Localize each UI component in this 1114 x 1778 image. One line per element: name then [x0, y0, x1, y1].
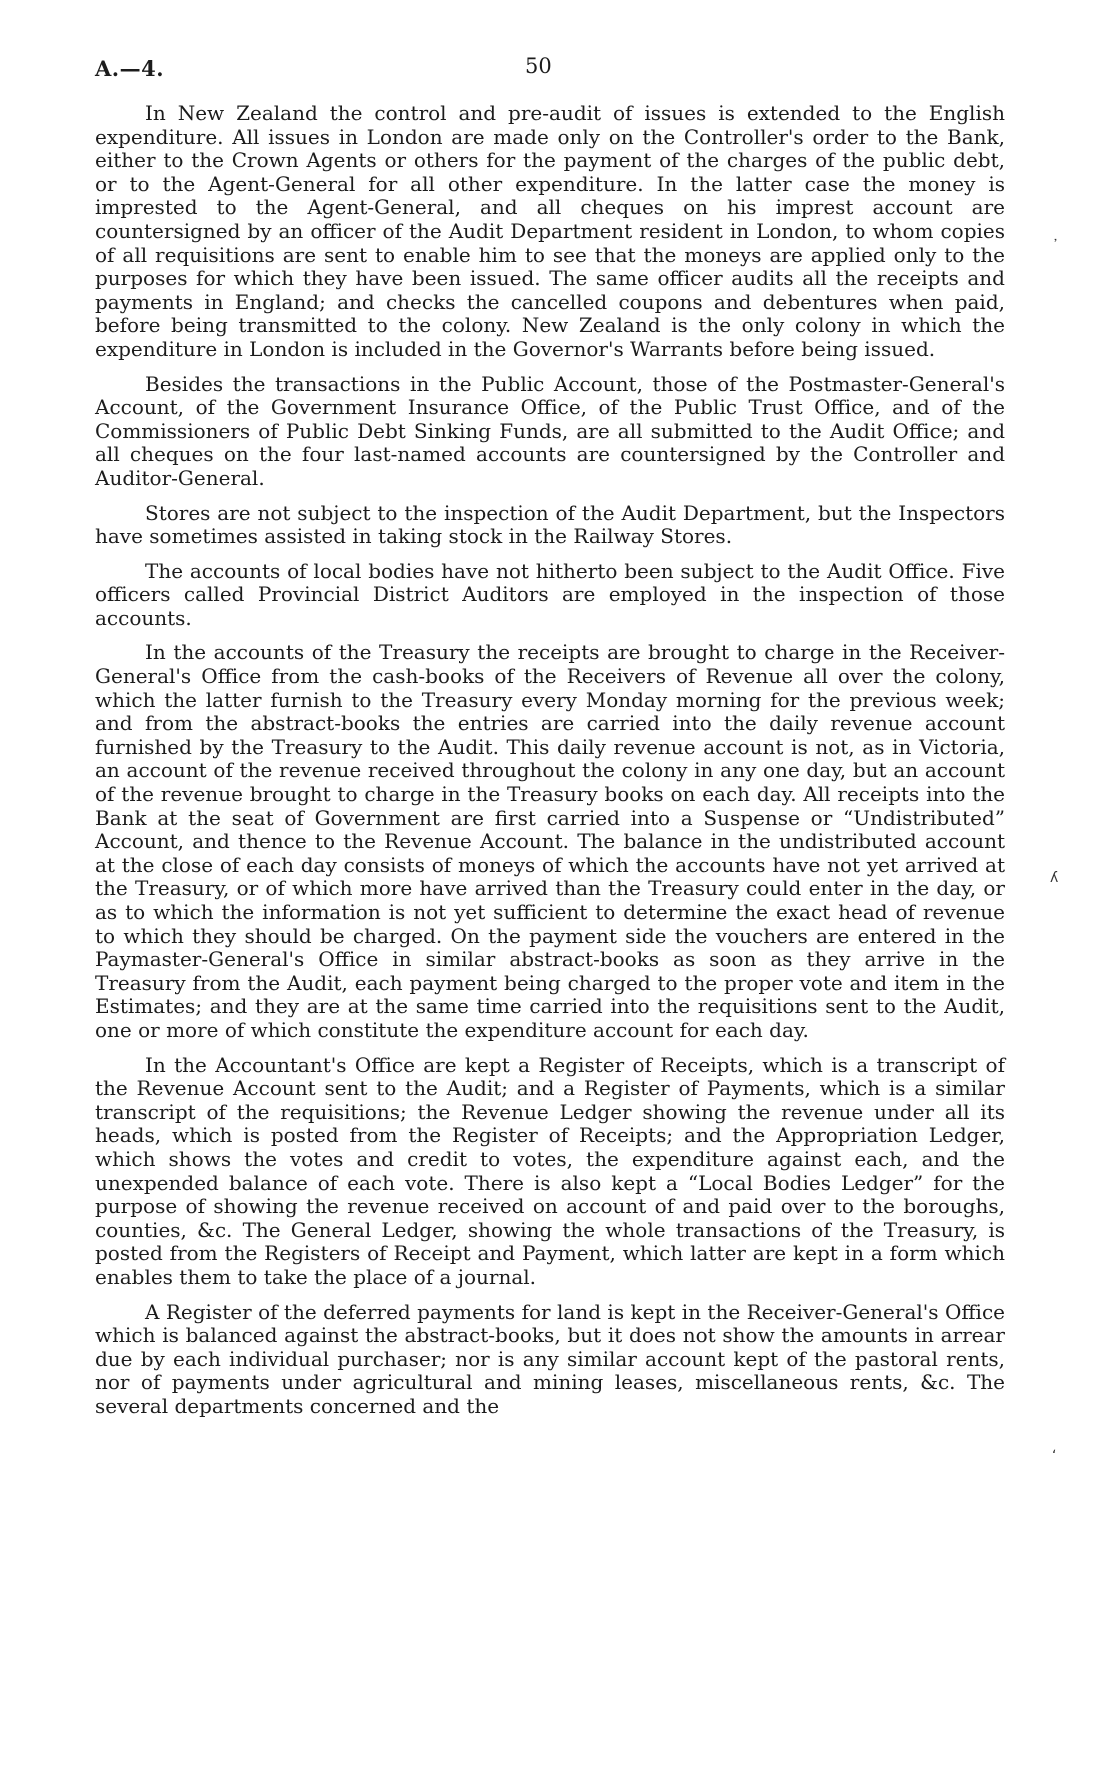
- paragraph-stores: Stores are not subject to the inspection of the Audit Department, but the Inspectors have sometimes assisted in taking stock in the Railway Stores.: [95, 500, 1005, 549]
- paragraph-english-expenditure: In New Zealand the control and pre-audit of issues is extended to the English expenditure. All issues in London are made only on the Controller's order to the Bank, either to the Crown Agents or others for the payment of the charges of the public debt, or to the Agent-General for all other expenditure. In the latter case the money is imprested to the Agent-General, and all cheques on his imprest account are countersigned by an officer of the Audit Department resident in London, to whom copies of all requisitions are sent to enable him to see that the moneys are applied only to the purposes for which they have been issued. The same officer audits all the receipts and payments in England; and checks the cancelled coupons and debentures when paid, before being transmitted to the colony. New Zealand is the only colony in which the expenditure in London is included in the Governor's Warrants before being issued.: [95, 101, 1005, 361]
- document-reference: A.—4.: [95, 56, 165, 81]
- page-number: 50: [525, 54, 552, 78]
- paragraph-local-bodies: The accounts of local bodies have not hitherto been subject to the Audit Office. Five officers called Provincial District Auditors are employed in the inspection of those accounts.: [95, 558, 1005, 630]
- margin-mark: ʻ: [1052, 1448, 1057, 1464]
- paragraph-other-accounts: Besides the transactions in the Public Account, those of the Postmaster-General's Account, of the Government Insurance Office, of the Public Trust Office, and of the Commissioners of Public Debt Sinking Funds, are all submitted to the Audit Office; and all cheques on the four last-named accounts are countersigned by the Controller and Auditor-General.: [95, 371, 1005, 490]
- page-header: [95, 56, 1009, 86]
- margin-mark: ᾽: [1052, 238, 1059, 254]
- body-text: [95, 102, 1005, 1429]
- paragraph-deferred-payments: A Register of the deferred payments for land is kept in the Receiver-General's Office which is balanced against the abstract-books, but it does not show the amounts in arrear due by each individual purchaser; nor is any similar account kept of the pastoral rents, nor of payments under agricultural and mining leases, miscellaneous rents, &c. The several departments concerned and the: [95, 1299, 1005, 1418]
- paragraph-accountants-office: In the Accountant's Office are kept a Register of Receipts, which is a transcript of the Revenue Account sent to the Audit; and a Register of Payments, which is a similar transcript of the requisitions; the Revenue Ledger showing the revenue under all its heads, which is posted from the Register of Receipts; and the Appropriation Ledger, which shows the votes and credit to votes, the expenditure against each, and the unexpended balance of each vote. There is also kept a “Local Bodies Ledger” for the purpose of showing the revenue received on account of and paid over to the boroughs, counties, &c. The General Ledger, showing the whole transactions of the Treasury, is posted from the Registers of Receipt and Payment, which latter are kept in a form which enables them to take the place of a journal.: [95, 1052, 1005, 1289]
- margin-mark: ʎ: [1050, 870, 1059, 886]
- paragraph-treasury-accounts: In the accounts of the Treasury the receipts are brought to charge in the Receiver-General's Office from the cash-books of the Receivers of Revenue all over the colony, which the latter furnish to the Treasury every Monday morning for the previous week; and from the abstract-books the entries are carried into the daily revenue account furnished by the Treasury to the Audit. This daily revenue account is not, as in Victoria, an account of the revenue received throughout the colony in any one day, but an account of the revenue brought to charge in the Treasury books on each day. All receipts into the Bank at the seat of Government are first carried into a Suspense or “Undistributed” Account, and thence to the Revenue Account. The balance in the undistributed account at the close of each day consists of moneys of which the accounts have not yet arrived at the Treasury, or of which more have arrived than the Treasury could enter in the day, or as to which the information is not yet sufficient to determine the exact head of revenue to which they should be charged. On the payment side the vouchers are entered in the Paymaster-General's Office in similar abstract-books as soon as they arrive in the Treasury from the Audit, each payment being charged to the proper vote and item in the Estimates; and they are at the same time carried into the requisitions sent to the Audit, one or more of which constitute the expenditure account for each day.: [95, 640, 1005, 1042]
